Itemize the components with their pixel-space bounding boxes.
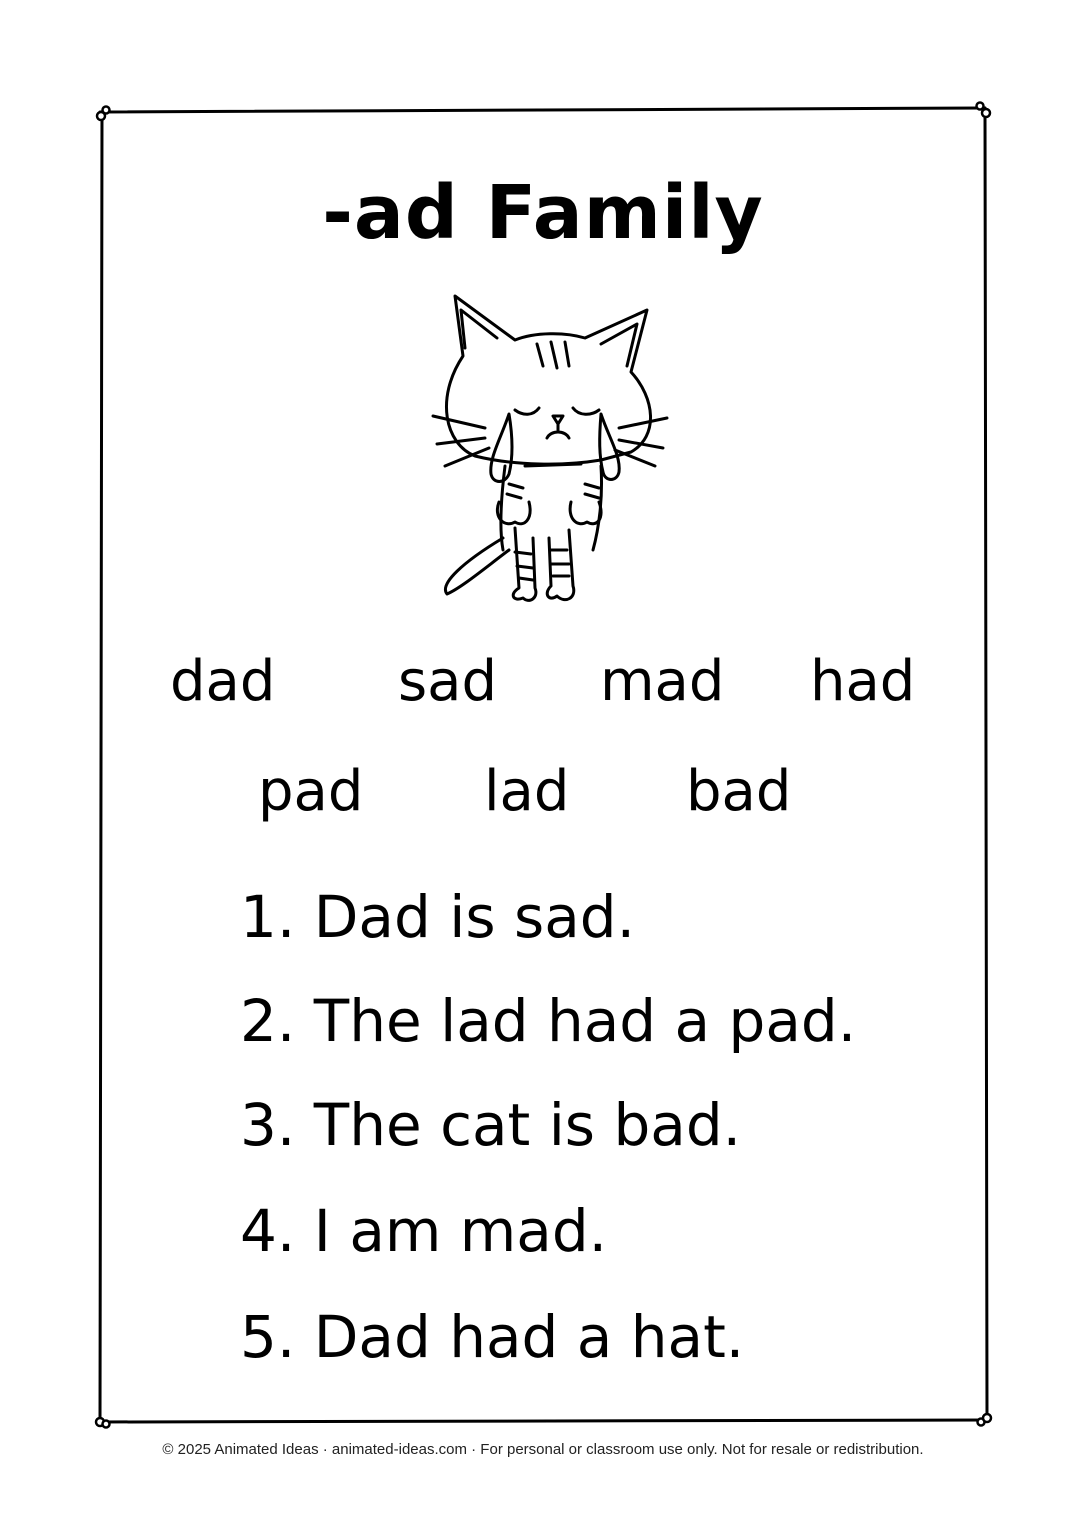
word-item: dad: [170, 649, 276, 714]
crying-cat-icon: [405, 288, 685, 608]
word-item: bad: [686, 759, 792, 824]
word-item: lad: [484, 759, 570, 824]
word-item: had: [810, 649, 916, 714]
sentence-3: 3. The cat is bad.: [240, 1091, 742, 1159]
word-item: mad: [600, 649, 725, 714]
sentence-1: 1. Dad is sad.: [240, 883, 636, 951]
page-title: -ad Family: [322, 170, 764, 256]
sentence-5: 5. Dad had a hat.: [240, 1303, 745, 1371]
copyright-footer: © 2025 Animated Ideas · animated-ideas.com · For personal or classroom use only. Not for resale or redistribution.: [162, 1441, 924, 1458]
sentence-2: 2. The lad had a pad.: [240, 987, 857, 1055]
word-item: sad: [398, 649, 498, 714]
sentence-4: 4. I am mad.: [240, 1197, 608, 1265]
word-item: pad: [258, 759, 364, 824]
